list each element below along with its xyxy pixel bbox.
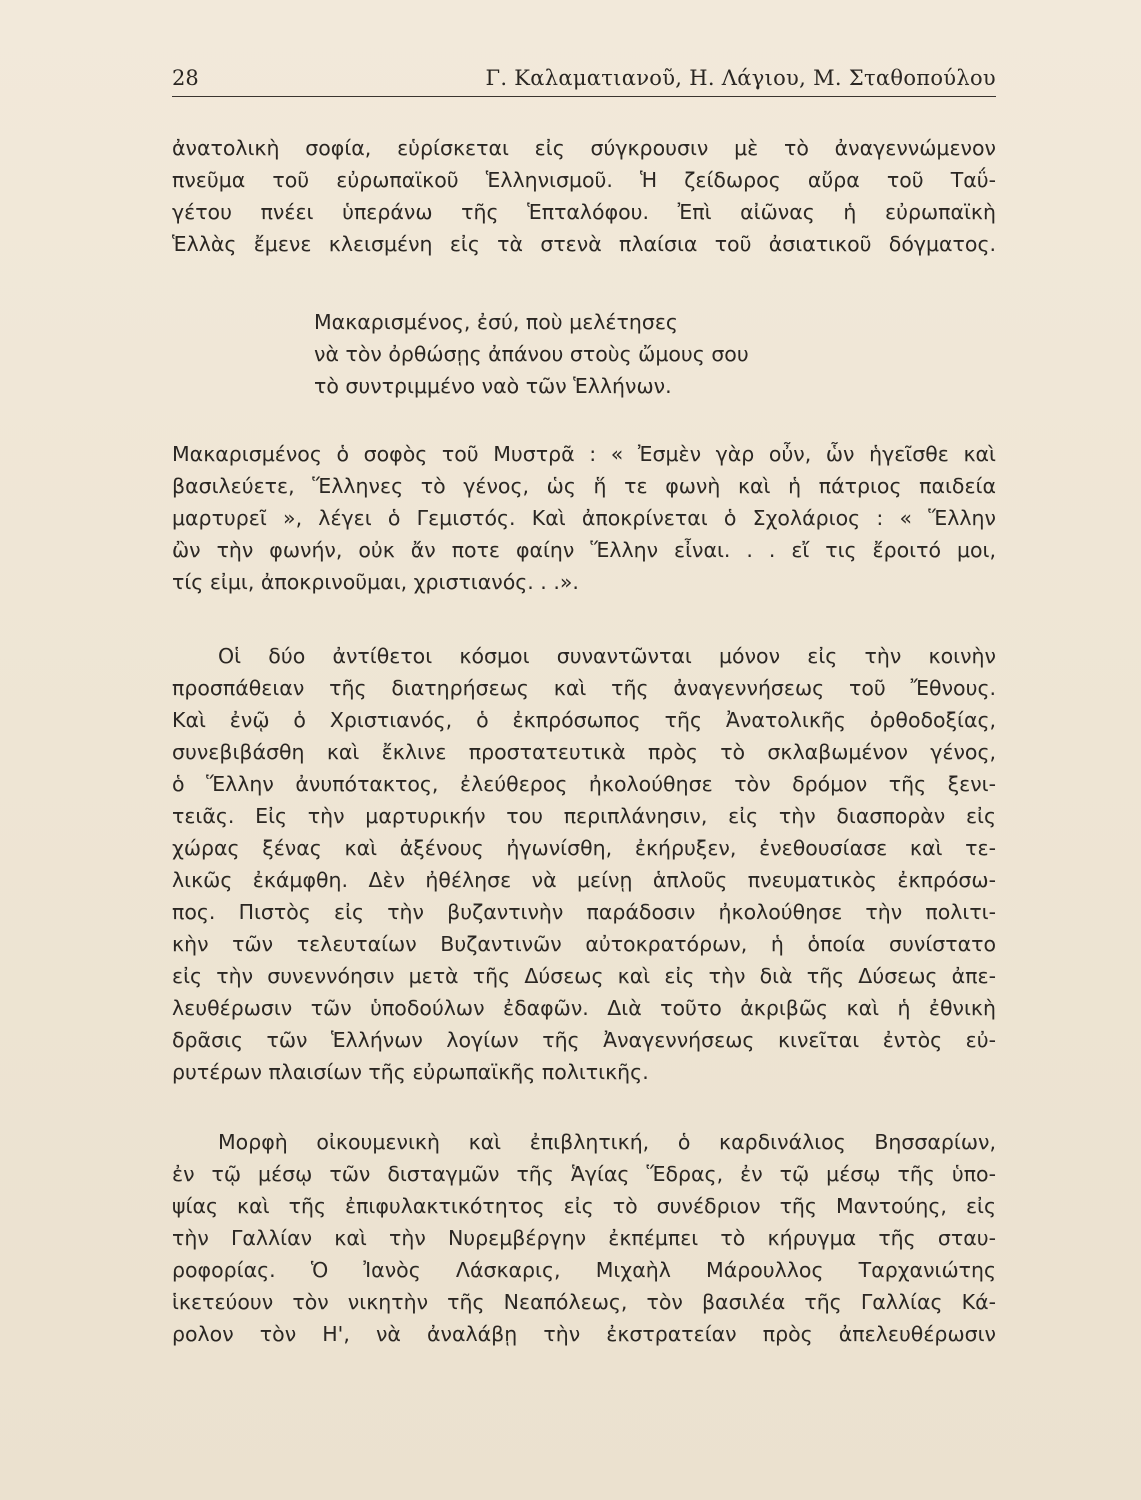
text-line: ἀνατολικὴ σοφία, εὑρίσκεται εἰς σύγκρουσιν μὲ τὸ ἀναγεννώμενον	[172, 136, 996, 160]
paragraph-3	[172, 640, 996, 1088]
text-line: Ἑλλὰς ἔμενε κλεισμένη εἰς τὰ στενὰ πλαίσια τοῦ ἀσιατικοῦ δόγματος.	[172, 232, 996, 256]
poem-line: τὸ συντριμμένο ναὸ τῶν Ἑλλήνων.	[314, 374, 672, 398]
text-line: εἰς τὴν συνεννόησιν μετὰ τῆς Δύσεως καὶ εἰς τὴν διὰ τῆς Δύσεως ἀπε-	[172, 964, 996, 988]
text-line: τὴν Γαλλίαν καὶ τὴν Νυρεμβέργην ἐκπέμπει τὸ κήρυγμα τῆς σταυ-	[172, 1226, 996, 1250]
paragraph-2	[172, 438, 996, 598]
poem-line: νὰ τὸν ὀρθώσῃς ἀπάνου στοὺς ὤμους σου	[314, 342, 749, 366]
text-line: χώρας ξένας καὶ ἀξένους ἠγωνίσθη, ἐκήρυξεν, ἐνεθουσίασε καὶ τε-	[172, 836, 996, 860]
poem-line: Μακαρισμένος, ἐσύ, ποὺ μελέτησες	[314, 310, 678, 334]
text-line: Καὶ ἐνῷ ὁ Χριστιανός, ὁ ἐκπρόσωπος τῆς Ἀνατολικῆς ὀρθοδοξίας,	[172, 708, 996, 732]
text-line: ροφορίας. Ὁ Ἰανὸς Λάσκαρις, Μιχαὴλ Μάρουλλος Ταρχανιώτης	[172, 1258, 996, 1282]
text-line: τειᾶς. Εἰς τὴν μαρτυρικήν του περιπλάνησιν, εἰς τὴν διασπορὰν εἰς	[172, 804, 996, 828]
text-line: βασιλεύετε, Ἕλληνες τὸ γένος, ὡς ἥ τε φωνὴ καὶ ἡ πάτριος παιδεία	[172, 474, 996, 498]
text-line: Οἱ δύο ἀντίθετοι κόσμοι συναντῶνται μόνον εἰς τὴν κοινὴν	[218, 644, 996, 668]
running-title: Γ. Καλαματιανοῦ, Η. Λάγιου, Μ. Σταθοπούλου	[485, 66, 996, 90]
text-line: ὢν τὴν φωνήν, οὐκ ἄν ποτε φαίην Ἕλλην εἶναι. . . εἴ τις ἔροιτό μοι,	[172, 538, 996, 562]
text-line: λικῶς ἐκάμφθη. Δὲν ἠθέλησε νὰ μείνῃ ἁπλοῦς πνευματικὸς ἐκπρόσω-	[172, 868, 996, 892]
text-line: δρᾶσις τῶν Ἑλλήνων λογίων τῆς Ἀναγεννήσεως κινεῖται ἐντὸς εὐ-	[172, 1028, 996, 1052]
text-line: ρολον τὸν Η', νὰ ἀναλάβῃ τὴν ἐκστρατείαν πρὸς ἀπελευθέρωσιν	[172, 1322, 996, 1346]
text-line: ψίας καὶ τῆς ἐπιφυλακτικότητος εἰς τὸ συνέδριον τῆς Μαντούης, εἰς	[172, 1194, 996, 1218]
text-line: συνεβιβάσθη καὶ ἔκλινε προστατευτικὰ πρὸς τὸ σκλαβωμένον γένος,	[172, 740, 996, 764]
page-number: 28	[172, 66, 199, 90]
running-head	[172, 64, 996, 98]
text-line: Μορφὴ οἰκουμενικὴ καὶ ἐπιβλητική, ὁ καρδινάλιος Βησσαρίων,	[218, 1130, 996, 1154]
poem-quote	[314, 306, 749, 402]
text-line: λευθέρωσιν τῶν ὑποδούλων ἐδαφῶν. Διὰ τοῦτο ἀκριβῶς καὶ ἡ ἐθνικὴ	[172, 996, 996, 1020]
text-line: πνεῦμα τοῦ εὐρωπαϊκοῦ Ἑλληνισμοῦ. Ἡ ζείδωρος αὔρα τοῦ Ταΰ-	[172, 168, 996, 192]
text-line: ὁ Ἕλλην ἀνυπότακτος, ἐλεύθερος ἠκολούθησε τὸν δρόμον τῆς ξενι-	[172, 772, 996, 796]
text-line: πος. Πιστὸς εἰς τὴν βυζαντινὴν παράδοσιν ἠκολούθησε τὴν πολιτι-	[172, 900, 996, 924]
text-line: προσπάθειαν τῆς διατηρήσεως καὶ τῆς ἀναγεννήσεως τοῦ Ἔθνους.	[172, 676, 996, 700]
header-rule	[172, 96, 996, 97]
text-line: τίς εἰμι, ἀποκρινοῦμαι, χριστιανός. . .».	[172, 570, 579, 594]
paragraph-1	[172, 132, 996, 260]
text-line: Μακαρισμένος ὁ σοφὸς τοῦ Μυστρᾶ : « Ἐσμὲν γὰρ οὖν, ὧν ἡγεῖσθε καὶ	[172, 442, 996, 466]
text-line: μαρτυρεῖ », λέγει ὁ Γεμιστός. Καὶ ἀποκρίνεται ὁ Σχολάριος : « Ἕλλην	[172, 506, 996, 530]
text-line: κὴν τῶν τελευταίων Βυζαντινῶν αὐτοκρατόρων, ἡ ὁποία συνίστατο	[172, 932, 996, 956]
text-line: ἱκετεύουν τὸν νικητὴν τῆς Νεαπόλεως, τὸν βασιλέα τῆς Γαλλίας Κά-	[172, 1290, 996, 1314]
paragraph-4	[172, 1126, 996, 1350]
text-line: ἐν τῷ μέσῳ τῶν δισταγμῶν τῆς Ἁγίας Ἕδρας, ἐν τῷ μέσῳ τῆς ὑπο-	[172, 1162, 996, 1186]
text-line: γέτου πνέει ὑπεράνω τῆς Ἑπταλόφου. Ἐπὶ αἰῶνας ἡ εὐρωπαϊκὴ	[172, 200, 996, 224]
text-line: ρυτέρων πλαισίων τῆς εὐρωπαϊκῆς πολιτικῆς.	[172, 1060, 649, 1084]
